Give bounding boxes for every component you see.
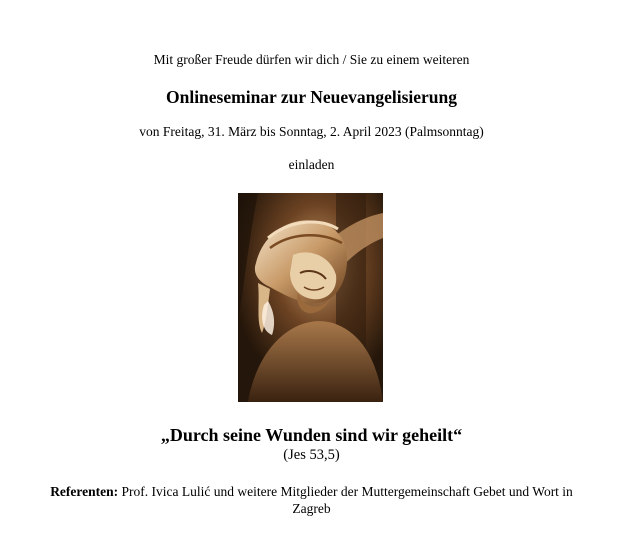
motto-quote: „Durch seine Wunden sind wir geheilt“ bbox=[160, 425, 463, 445]
crucifix-photo bbox=[238, 193, 383, 402]
intro-text: Mit großer Freude dürfen wir dich / Sie zu einem weiteren bbox=[153, 52, 470, 67]
speakers-label: Referenten: bbox=[50, 484, 119, 499]
speakers-text: Prof. Ivica Lulić und weitere Mitglieder der Muttergemeinschaft Gebet und Wort in Zagreb bbox=[118, 484, 573, 516]
bible-citation: (Jes 53,5) bbox=[283, 447, 340, 463]
speakers-paragraph bbox=[48, 483, 575, 517]
invite-word: einladen bbox=[288, 157, 335, 172]
seminar-dates: von Freitag, 31. März bis Sonntag, 2. April 2023 (Palmsonntag) bbox=[139, 124, 484, 139]
seminar-title: Onlineseminar zur Neuevangelisierung bbox=[165, 87, 458, 107]
